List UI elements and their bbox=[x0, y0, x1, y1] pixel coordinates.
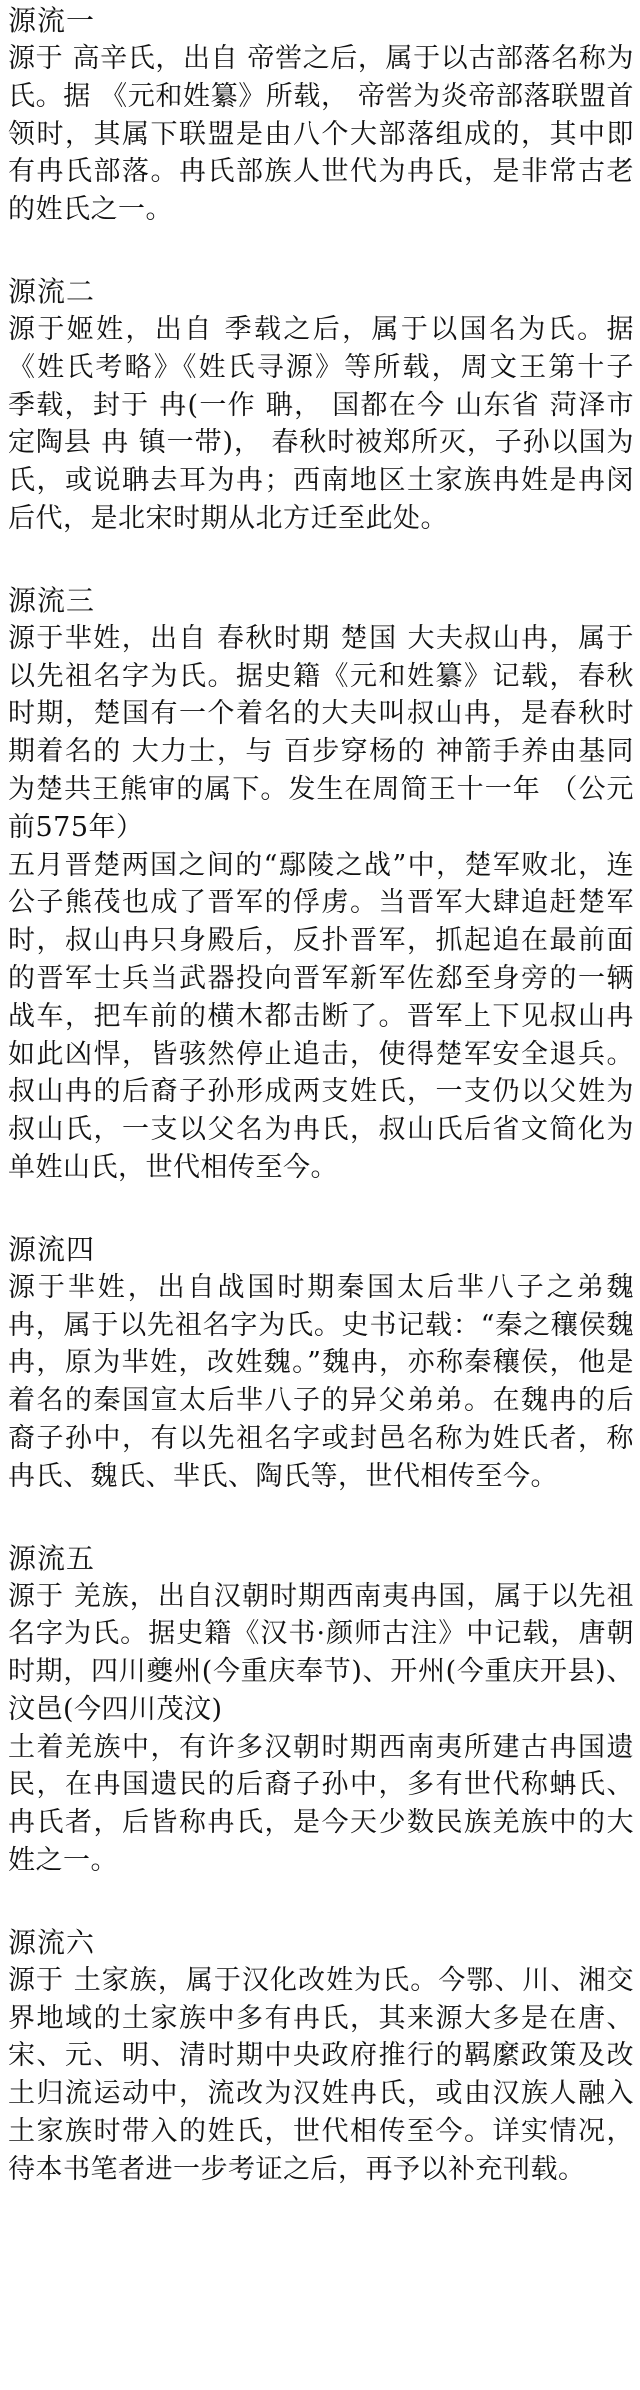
section-paragraph: 源于 羌族，出自汉朝时期西南夷冉国，属于以先祖名字为氏。据史籍《汉书·颜师古注》中记载，唐朝时期，四川夔州(今重庆奉节)、开州(今重庆开县)、汶邑(今四川茂汶) bbox=[8, 1580, 634, 1725]
section-paragraph: 源于 土家族，属于汉化改姓为氏。今鄂、川、湘交界地域的土家族中多有冉氏，其来源大多是在唐、宋、元、明、清时期中央政府推行的羁縻政策及改土归流运动中，流改为汉姓冉氏，或由汉族人融入土家族时带入的姓氏，世代相传至今。详实情况，待本书笔者进一步考证之后，再予以补充刊载。 bbox=[8, 1964, 634, 2185]
section-title: 源流四 bbox=[8, 1232, 96, 1266]
section-paragraph: 源于 高辛氏，出自 帝喾之后，属于以古部落名称为氏。据 《元和姓纂》所载， 帝喾为炎帝部落联盟首领时，其属下联盟是由八个大部落组成的，其中即有冉氏部落。冉氏部族人世代为冉氏，是非常古老的姓氏之一。 bbox=[8, 43, 634, 226]
section-title: 源流二 bbox=[8, 274, 96, 308]
section-paragraph: 五月晋楚两国之间的“鄢陵之战”中，楚军败北，连公子熊茷也成了晋军的俘虏。当晋军大肆追赶楚军时，叔山冉只身殿后，反扑晋军，抓起追在最前面的晋军士兵当武器投向晋军新军佐郄至身旁的一辆战车，把车前的横木都击断了。晋军上下见叔山冉如此凶悍，皆骇然停止追击，使得楚军安全退兵。叔山冉的后裔子孙形成两支姓氏，一支仍以父姓为叔山氏，一支以父名为冉氏，叔山氏后省文简化为单姓山氏，世代相传至今。 bbox=[8, 849, 634, 1183]
section-title: 源流三 bbox=[8, 583, 96, 617]
origin-section-6 bbox=[8, 1924, 634, 2189]
section-paragraph: 源于姬姓，出自 季载之后，属于以国名为氏。据《姓氏考略》《姓氏寻源》等所载，周文王第十子 季载，封于 冉(一作 聃， 国都在今 山东省 菏泽市 定陶县 冉 镇一带)， 春秋时被郑所灭，子孙以国为氏，或说聃去耳为冉；西南地区土家族冉姓是冉闵后代，是北宋时期从北方迁至此处。 bbox=[8, 313, 634, 534]
origin-section-3 bbox=[8, 582, 634, 1187]
section-paragraph: 土着羌族中，有许多汉朝时期西南夷所建古冉国遗民，在冉国遗民的后裔子孙中，多有世代称蚺氏、冉氏者，后皆称冉氏，是今天少数民族羌族中的大姓之一。 bbox=[8, 1731, 634, 1877]
section-title: 源流六 bbox=[8, 1925, 96, 1959]
origin-section-4 bbox=[8, 1231, 634, 1496]
origin-section-5 bbox=[8, 1540, 634, 1880]
section-paragraph: 源于芈姓，出自 春秋时期 楚国 大夫叔山冉，属于以先祖名字为氏。据史籍《元和姓纂》记载，春秋时期，楚国有一个着名的大夫叫叔山冉，是春秋时期着名的 大力士，与 百步穿杨的 神箭手养由基同为楚共王熊审的属下。发生在周简王十一年 （公元前575年） bbox=[8, 622, 634, 843]
section-paragraph: 源于芈姓，出自战国时期秦国太后芈八子之弟魏冉，属于以先祖名字为氏。史书记载：“秦之穰侯魏冉，原为芈姓，改姓魏。”魏冉，亦称秦穰侯，他是着名的秦国宣太后芈八子的异父弟弟。在魏冉的后裔子孙中，有以先祖名字或封邑名称为姓氏者，称冉氏、魏氏、芈氏、陶氏等，世代相传至今。 bbox=[8, 1271, 634, 1492]
origin-section-1 bbox=[8, 2, 634, 229]
origin-section-2 bbox=[8, 273, 634, 538]
section-title: 源流一 bbox=[8, 4, 96, 37]
section-title: 源流五 bbox=[8, 1541, 96, 1575]
